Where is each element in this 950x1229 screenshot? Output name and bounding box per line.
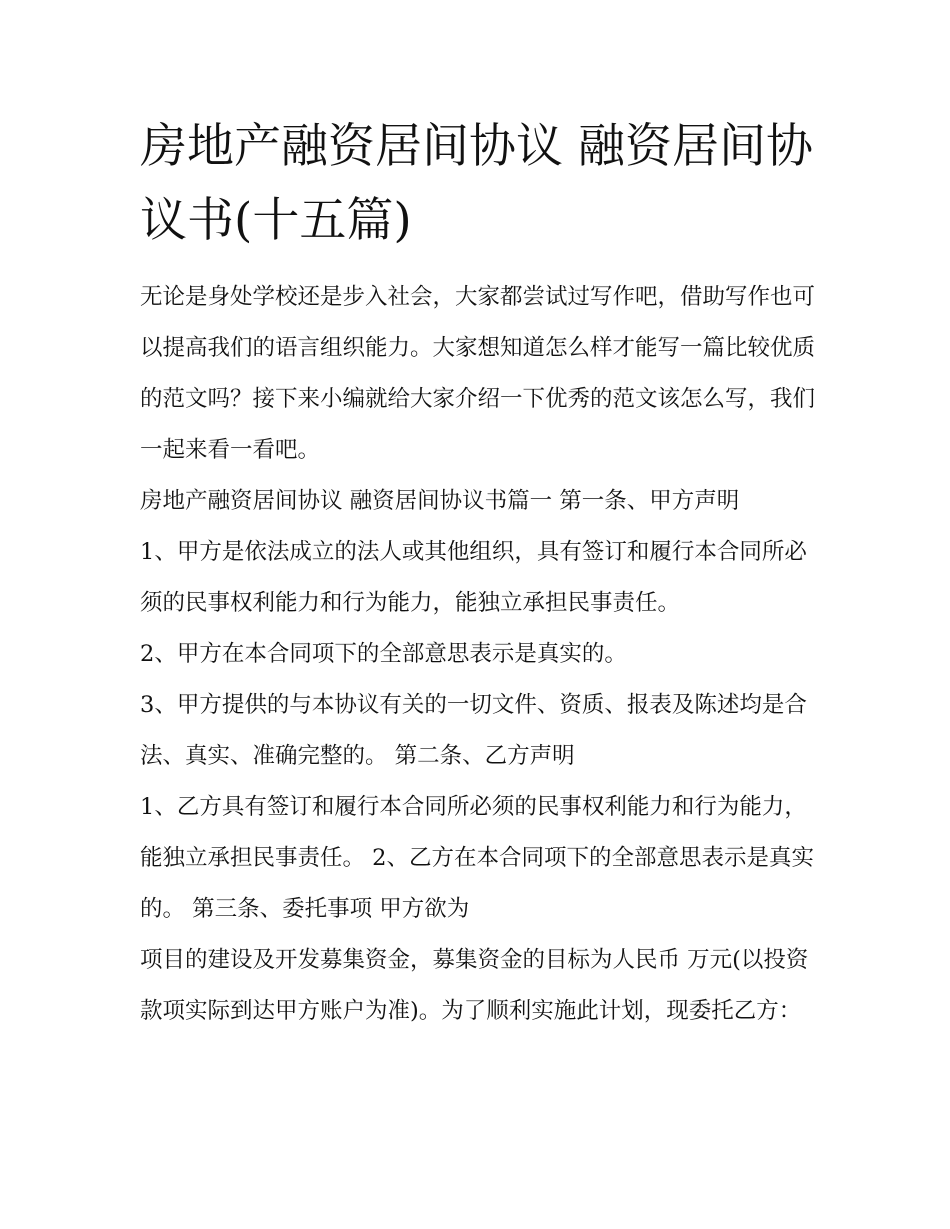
- clause-paragraph: 1、乙方具有签订和履行本合同所必须的民事权利能力和行为能力，能独立承担民事责任。 2、乙方在本合同项下的全部意思表示是真实的。 第三条、委托事项 甲方欲为: [140, 794, 814, 922]
- section-heading-party-a: 房地产融资居间协议 融资居间协议书篇一 第一条、甲方声明: [140, 488, 740, 514]
- clause-paragraph: 2、甲方在本合同项下的全部意思表示是真实的。: [140, 641, 627, 667]
- intro-paragraph: 无论是身处学校还是步入社会，大家都尝试过写作吧，借助写作也可以提高我们的语言组织能力。大家想知道怎么样才能写一篇比较优质的范文吗？接下来小编就给大家介绍一下优秀的范文该怎么写，我们一起来看一看吧。: [140, 284, 816, 463]
- document-page: [140, 110, 820, 1037]
- clause-paragraph: 项目的建设及开发募集资金，募集资金的目标为人民币 万元(以投资款项实际到达甲方账户为准)。为了顺利实施此计划，现委托乙方：: [140, 947, 809, 1024]
- document-title: 房地产融资居间协议 融资居间协议书(十五篇): [140, 119, 813, 248]
- clause-paragraph: 1、甲方是依法成立的法人或其他组织，具有签订和履行本合同所必须的民事权利能力和行为能力，能独立承担民事责任。: [140, 539, 807, 616]
- clause-paragraph: 3、甲方提供的与本协议有关的一切文件、资质、报表及陈述均是合法、真实、准确完整的。 第二条、乙方声明: [140, 692, 807, 769]
